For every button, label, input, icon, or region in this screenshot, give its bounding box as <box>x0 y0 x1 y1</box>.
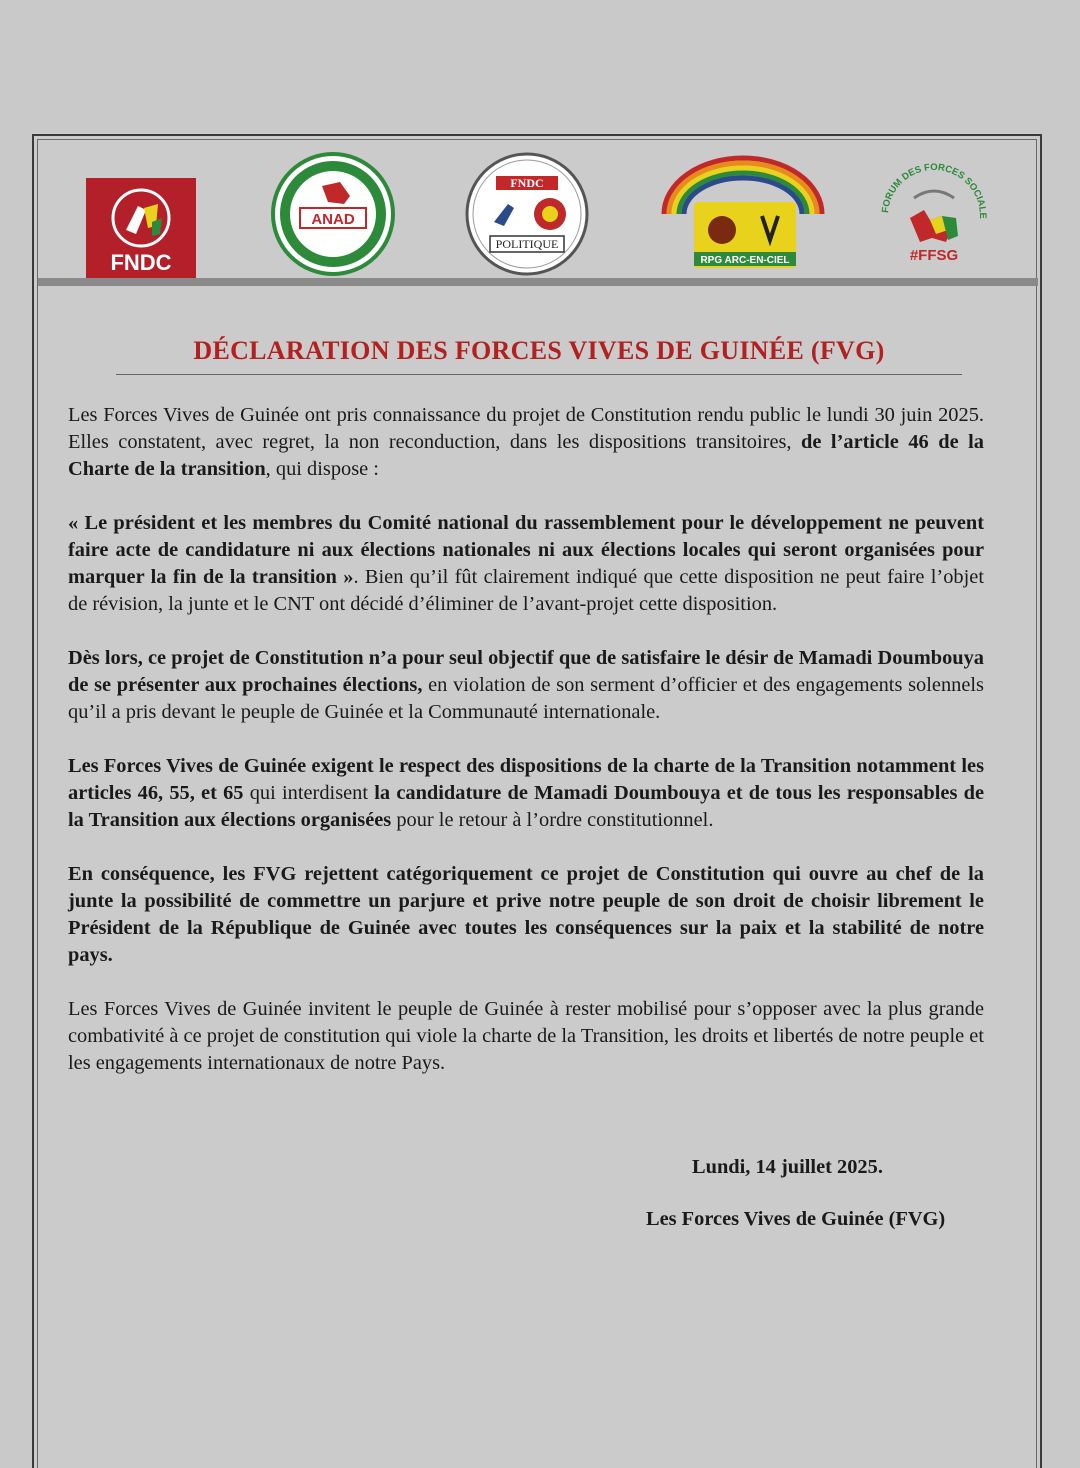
declaration-title: DÉCLARATION DES FORCES VIVES DE GUINÉE (FVG) <box>193 336 885 365</box>
p6-text: Les Forces Vives de Guinée invitent le peuple de Guinée à rester mobilisé pour s’opposer avec la plus grande combativité à ce projet de constitution qui viole la charte de la Transition, les droits et libertés de notre peuple et les engagements internationaux de notre Pays. <box>68 998 984 1074</box>
paragraph-5 <box>68 861 984 969</box>
p2-text: . Bien qu’il fût clairement indiqué que cette disposition ne peut faire l’objet de révision, la junte et le CNT ont décidé d’éliminer de l’avant-projet cette disposition. <box>68 566 984 615</box>
fndc-logo-text: FNDC <box>110 250 172 275</box>
paragraph-3 <box>68 645 984 726</box>
rpg-logo <box>658 152 828 270</box>
p3-text: en violation de son serment d’officier et des engagements solennels qu’il a pris devant le peuple de Guinée et la Communauté internationale. <box>68 674 984 723</box>
ffsg-emblem-icon <box>868 146 1000 276</box>
p1-end: , qui dispose : <box>265 458 379 480</box>
paragraph-1 <box>68 402 984 483</box>
header-divider <box>38 278 1038 286</box>
ffsg-tag-text: #FFSG <box>909 247 959 264</box>
anad-logo <box>270 152 396 276</box>
declaration-signature: Les Forces Vives de Guinée (FVG) <box>646 1208 946 1230</box>
p4-text-2: pour le retour à l’ordre constitutionnel. <box>391 809 714 831</box>
p4-bold-2: la candidature de Mamadi Doumbouya et de tous les responsables de la Transition aux élections organisées <box>68 782 984 831</box>
fndc-politique-bottom-text: POLITIQUE <box>495 237 559 251</box>
declaration-body <box>68 402 984 1104</box>
title-underline <box>116 374 962 375</box>
fndc-politique-logo <box>464 152 590 276</box>
ffsg-logo <box>868 146 1000 276</box>
p4-bold-1: Les Forces Vives de Guinée exigent le respect des dispositions de la charte de la Transition notamment les articles 46, 55, et 65 <box>68 755 984 804</box>
logo-header <box>34 136 1040 286</box>
p5-bold: En conséquence, les FVG rejettent catégoriquement ce projet de Constitution qui ouvre au chef de la junte la possibilité de commettre un parjure et prive notre peuple de son droit de choisir librement le Président de la République de Guinée avec toutes les conséquences sur la paix et la stabilité de notre pays. <box>68 863 984 966</box>
anad-emblem-icon <box>270 152 396 276</box>
p3-bold: Dès lors, ce projet de Constitution n’a pour seul objectif que de satisfaire le désir de Mamadi Doumbouya de se présenter aux prochaines élections, <box>68 647 984 696</box>
paragraph-2 <box>68 510 984 618</box>
p2-quote: « Le président et les membres du Comité national du rassemblement pour le développement ne peuvent faire acte de candidature ni aux élections nationales ni aux élections locales qui seront organisées pour marquer la fin de la transition » <box>68 512 984 588</box>
p4-text-1: qui interdisent <box>243 782 375 804</box>
rpg-rainbow-emblem-icon <box>658 152 828 270</box>
fndc-politique-top-text: FNDC <box>510 176 544 190</box>
paragraph-6 <box>68 996 984 1077</box>
p1-text: Les Forces Vives de Guinée ont pris connaissance du projet de Constitution rendu public le lundi 30 juin 2025. Elles constatent, avec regret, la non reconduction, dans les dispositions transitoires, <box>68 404 984 453</box>
p1-bold: de l’article 46 de la Charte de la transition <box>68 431 984 480</box>
document-sheet <box>32 134 1042 1468</box>
paragraph-4 <box>68 753 984 834</box>
declaration-date: Lundi, 14 juillet 2025. <box>692 1156 883 1178</box>
ffsg-ring-text: FORUM DES FORCES SOCIALE <box>880 161 989 219</box>
anad-logo-text: ANAD <box>311 211 355 228</box>
rpg-logo-text: RPG ARC-EN-CIEL <box>700 255 790 266</box>
fndc-logo <box>86 178 196 286</box>
fndc-emblem-icon <box>86 178 196 286</box>
fndc-politique-emblem-icon <box>464 152 590 276</box>
